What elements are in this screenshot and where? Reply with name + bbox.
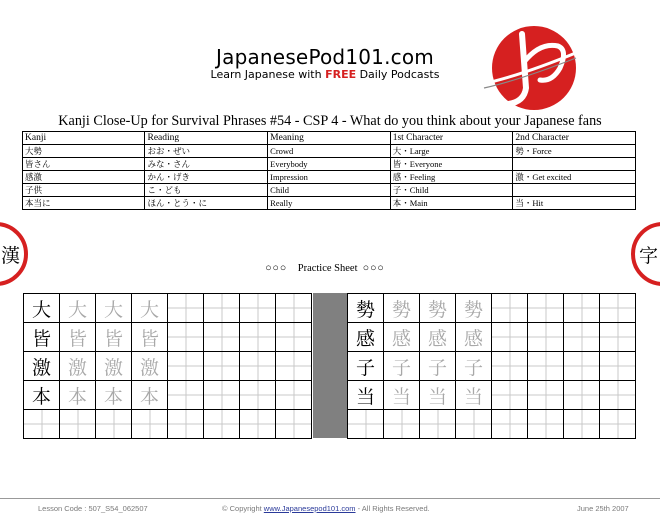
- practice-cell: [348, 323, 384, 352]
- practice-cell: [456, 294, 492, 323]
- practice-cell: [168, 381, 204, 410]
- column-header: Reading: [145, 132, 268, 145]
- table-cell: 大・Large: [390, 145, 513, 158]
- practice-cell: [24, 352, 60, 381]
- model-kanji: 子: [348, 352, 383, 380]
- model-kanji: 本: [24, 381, 59, 409]
- trace-kanji: 勢: [384, 294, 419, 322]
- table-cell: 子・Child: [390, 184, 513, 197]
- sheet-title: Kanji Close-Up for Survival Phrases #54 - CSP 4 - What do you think about your Japanese fans: [58, 113, 602, 129]
- practice-row: [348, 294, 636, 323]
- practice-cell: [600, 381, 636, 410]
- practice-cell: [132, 381, 168, 410]
- table-cell: Really: [268, 197, 391, 210]
- practice-cell: [528, 381, 564, 410]
- practice-cell: [384, 294, 420, 323]
- practice-cell: [168, 410, 204, 439]
- trace-kanji: 大: [60, 294, 95, 322]
- copyright-link[interactable]: www.Japanesepod101.com: [263, 504, 356, 513]
- trace-kanji: 当: [456, 381, 491, 409]
- tagline-prefix: Learn Japanese with: [210, 68, 326, 81]
- table-row: [23, 184, 636, 197]
- model-kanji: 感: [348, 323, 383, 351]
- practice-cell: [492, 381, 528, 410]
- practice-cell: [492, 323, 528, 352]
- practice-cell: [276, 323, 312, 352]
- trace-kanji: 激: [60, 352, 95, 380]
- trace-kanji: 大: [132, 294, 167, 322]
- practice-row: [24, 410, 312, 439]
- footer-date: June 25th 2007: [577, 504, 629, 513]
- practice-cell: [456, 352, 492, 381]
- table-cell: こ・ども: [145, 184, 268, 197]
- table-row: [23, 197, 636, 210]
- practice-cell: [600, 410, 636, 439]
- practice-cell: [492, 410, 528, 439]
- practice-cell: [600, 294, 636, 323]
- practice-cell: [240, 352, 276, 381]
- circles-left: ○○○: [265, 263, 288, 274]
- trace-kanji: 子: [420, 352, 455, 380]
- column-header: 1st Character: [390, 132, 513, 145]
- practice-cell: [564, 352, 600, 381]
- table-cell: 皆・Everyone: [390, 158, 513, 171]
- practice-row: [348, 323, 636, 352]
- practice-cell: [384, 381, 420, 410]
- practice-cell: [60, 294, 96, 323]
- practice-cell: [348, 294, 384, 323]
- practice-cell: [348, 352, 384, 381]
- practice-cell: [456, 410, 492, 439]
- practice-cell: [96, 381, 132, 410]
- brand-tagline: [185, 68, 465, 81]
- practice-grid-right: [347, 293, 636, 439]
- practice-cell: [276, 294, 312, 323]
- trace-kanji: 感: [456, 323, 491, 351]
- table-cell: 勢・Force: [513, 145, 636, 158]
- table-cell: 子供: [23, 184, 145, 197]
- practice-cell: [564, 323, 600, 352]
- table-cell: みな・さん: [145, 158, 268, 171]
- column-header: 2nd Character: [513, 132, 636, 145]
- practice-label: Practice Sheet: [297, 263, 358, 274]
- trace-kanji: 勢: [420, 294, 455, 322]
- practice-cell: [276, 410, 312, 439]
- practice-cell: [24, 381, 60, 410]
- table-cell: 本・Main: [390, 197, 513, 210]
- practice-cell: [96, 294, 132, 323]
- trace-kanji: 当: [420, 381, 455, 409]
- practice-cell: [528, 352, 564, 381]
- practice-cell: [240, 323, 276, 352]
- practice-cell: [276, 352, 312, 381]
- tagline-free: FREE: [325, 68, 357, 81]
- practice-cell: [132, 294, 168, 323]
- model-kanji: 当: [348, 381, 383, 409]
- practice-cell: [528, 410, 564, 439]
- practice-cell: [24, 294, 60, 323]
- table-cell: 大勢: [23, 145, 145, 158]
- practice-cell: [60, 352, 96, 381]
- trace-kanji: 激: [96, 352, 131, 380]
- trace-kanji: 激: [132, 352, 167, 380]
- practice-cell: [564, 294, 600, 323]
- vocab-header-row: [23, 132, 636, 145]
- practice-cell: [420, 410, 456, 439]
- practice-row: [24, 381, 312, 410]
- trace-kanji: 感: [420, 323, 455, 351]
- practice-cell: [564, 410, 600, 439]
- practice-row: [24, 352, 312, 381]
- trace-kanji: 当: [384, 381, 419, 409]
- practice-cell: [204, 352, 240, 381]
- practice-grid-left: [23, 293, 312, 439]
- trace-kanji: 本: [96, 381, 131, 409]
- model-kanji: 激: [24, 352, 59, 380]
- table-cell: Impression: [268, 171, 391, 184]
- practice-heading: [200, 263, 450, 274]
- grid-divider: [313, 293, 347, 438]
- trace-kanji: 本: [132, 381, 167, 409]
- tagline-suffix: Daily Podcasts: [356, 68, 440, 81]
- practice-cell: [168, 323, 204, 352]
- table-cell: かん・げき: [145, 171, 268, 184]
- practice-cell: [24, 410, 60, 439]
- table-row: [23, 145, 636, 158]
- table-cell: 皆さん: [23, 158, 145, 171]
- practice-cell: [564, 381, 600, 410]
- copyright-suffix: - All Rights Reserved.: [355, 504, 430, 513]
- footer-divider: [0, 498, 660, 499]
- table-cell: おお・ぜい: [145, 145, 268, 158]
- practice-cell: [96, 352, 132, 381]
- model-kanji: 大: [24, 294, 59, 322]
- practice-row: [24, 323, 312, 352]
- table-cell: 本当に: [23, 197, 145, 210]
- lesson-code: Lesson Code : 507_S54_062507: [38, 504, 148, 513]
- table-cell: Everybody: [268, 158, 391, 171]
- column-header: Meaning: [268, 132, 391, 145]
- practice-cell: [60, 410, 96, 439]
- table-cell: 感・Feeling: [390, 171, 513, 184]
- practice-row: [348, 352, 636, 381]
- practice-cell: [492, 352, 528, 381]
- practice-cell: [204, 294, 240, 323]
- table-cell: [513, 158, 636, 171]
- kanji-side-mark-right: 字: [631, 222, 660, 286]
- practice-cell: [600, 352, 636, 381]
- practice-row: [348, 381, 636, 410]
- table-cell: [513, 184, 636, 197]
- practice-cell: [276, 381, 312, 410]
- practice-row: [348, 410, 636, 439]
- practice-cell: [204, 410, 240, 439]
- trace-kanji: 皆: [96, 323, 131, 351]
- practice-cell: [168, 294, 204, 323]
- trace-kanji: 勢: [456, 294, 491, 322]
- practice-cell: [132, 323, 168, 352]
- practice-cell: [240, 381, 276, 410]
- practice-cell: [528, 323, 564, 352]
- practice-cell: [132, 352, 168, 381]
- practice-cell: [204, 381, 240, 410]
- vocab-table: [22, 131, 636, 210]
- trace-kanji: 皆: [132, 323, 167, 351]
- trace-kanji: 皆: [60, 323, 95, 351]
- practice-cell: [420, 294, 456, 323]
- practice-cell: [204, 323, 240, 352]
- practice-cell: [348, 381, 384, 410]
- practice-cell: [600, 323, 636, 352]
- table-cell: 当・Hit: [513, 197, 636, 210]
- practice-cell: [420, 381, 456, 410]
- practice-row: [24, 294, 312, 323]
- practice-cell: [96, 323, 132, 352]
- practice-cell: [96, 410, 132, 439]
- trace-kanji: 大: [96, 294, 131, 322]
- practice-cell: [24, 323, 60, 352]
- practice-cell: [492, 294, 528, 323]
- practice-cell: [132, 410, 168, 439]
- trace-kanji: 本: [60, 381, 95, 409]
- trace-kanji: 子: [456, 352, 491, 380]
- practice-cell: [60, 323, 96, 352]
- column-header: Kanji: [23, 132, 145, 145]
- jp-logo-icon: [480, 22, 580, 114]
- model-kanji: 皆: [24, 323, 59, 351]
- practice-cell: [348, 410, 384, 439]
- practice-cell: [384, 410, 420, 439]
- practice-cell: [168, 352, 204, 381]
- practice-cell: [456, 323, 492, 352]
- practice-cell: [420, 323, 456, 352]
- brand-title: JapanesePod101.com: [216, 45, 434, 69]
- table-cell: 激・Get excited: [513, 171, 636, 184]
- practice-cell: [528, 294, 564, 323]
- practice-cell: [240, 294, 276, 323]
- practice-cell: [456, 381, 492, 410]
- circles-right: ○○○: [362, 263, 385, 274]
- copyright: [222, 504, 430, 513]
- practice-cell: [384, 352, 420, 381]
- practice-cell: [240, 410, 276, 439]
- practice-cell: [60, 381, 96, 410]
- practice-cell: [420, 352, 456, 381]
- trace-kanji: 感: [384, 323, 419, 351]
- table-cell: Child: [268, 184, 391, 197]
- table-cell: ほん・とう・に: [145, 197, 268, 210]
- model-kanji: 勢: [348, 294, 383, 322]
- kanji-side-mark-left: 漢: [0, 222, 28, 286]
- practice-cell: [384, 323, 420, 352]
- table-cell: 感激: [23, 171, 145, 184]
- trace-kanji: 子: [384, 352, 419, 380]
- copyright-prefix: © Copyright: [222, 504, 264, 513]
- table-row: [23, 158, 636, 171]
- table-cell: Crowd: [268, 145, 391, 158]
- table-row: [23, 171, 636, 184]
